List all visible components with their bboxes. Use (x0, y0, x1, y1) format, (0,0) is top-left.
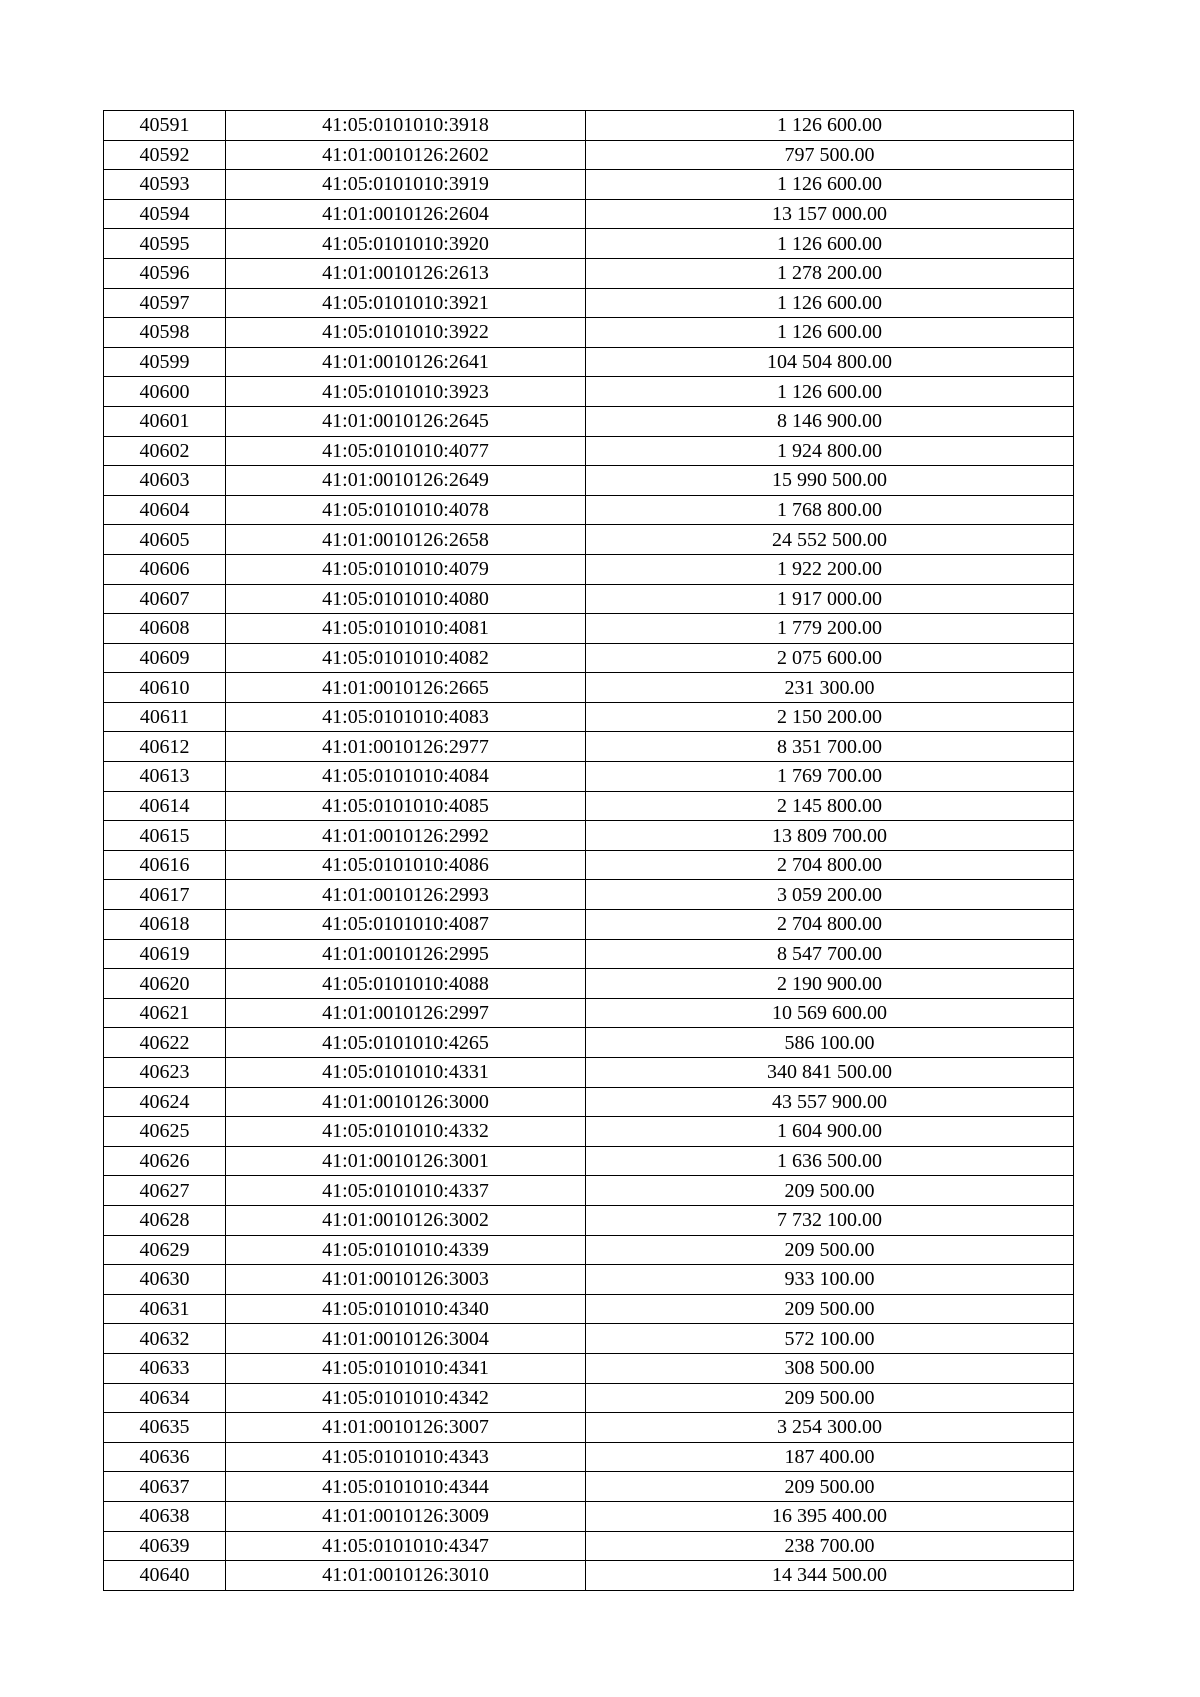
row-number-cell: 40618 (104, 910, 226, 940)
row-number-cell: 40617 (104, 880, 226, 910)
row-number-cell: 40601 (104, 406, 226, 436)
row-number-cell: 40633 (104, 1353, 226, 1383)
value-cell: 104 504 800.00 (586, 347, 1074, 377)
row-number-cell: 40631 (104, 1294, 226, 1324)
table-row (104, 910, 1074, 940)
row-number-cell: 40624 (104, 1087, 226, 1117)
value-cell: 13 157 000.00 (586, 199, 1074, 229)
table-row (104, 584, 1074, 614)
value-cell: 1 126 600.00 (586, 377, 1074, 407)
row-number-cell: 40597 (104, 288, 226, 318)
value-cell: 24 552 500.00 (586, 525, 1074, 555)
table-row (104, 495, 1074, 525)
cadastral-number-cell: 41:05:0101010:4087 (226, 910, 586, 940)
table-row (104, 998, 1074, 1028)
row-number-cell: 40603 (104, 466, 226, 496)
table-row (104, 111, 1074, 141)
table-row (104, 554, 1074, 584)
value-cell: 231 300.00 (586, 673, 1074, 703)
cadastral-number-cell: 41:05:0101010:4343 (226, 1442, 586, 1472)
row-number-cell: 40614 (104, 791, 226, 821)
row-number-cell: 40615 (104, 821, 226, 851)
value-cell: 797 500.00 (586, 140, 1074, 170)
cadastral-number-cell: 41:01:0010126:3000 (226, 1087, 586, 1117)
row-number-cell: 40592 (104, 140, 226, 170)
row-number-cell: 40612 (104, 732, 226, 762)
table-row (104, 377, 1074, 407)
table-row (104, 791, 1074, 821)
value-cell: 308 500.00 (586, 1353, 1074, 1383)
cadastral-number-cell: 41:01:0010126:3002 (226, 1205, 586, 1235)
cadastral-number-cell: 41:05:0101010:4079 (226, 554, 586, 584)
cadastral-number-cell: 41:05:0101010:3920 (226, 229, 586, 259)
cadastral-number-cell: 41:01:0010126:3007 (226, 1413, 586, 1443)
row-number-cell: 40637 (104, 1472, 226, 1502)
table-row (104, 140, 1074, 170)
row-number-cell: 40629 (104, 1235, 226, 1265)
table-row (104, 436, 1074, 466)
table-row (104, 1472, 1074, 1502)
row-number-cell: 40593 (104, 170, 226, 200)
value-cell: 209 500.00 (586, 1235, 1074, 1265)
table-row (104, 850, 1074, 880)
table-row (104, 702, 1074, 732)
value-cell: 8 351 700.00 (586, 732, 1074, 762)
table-row (104, 614, 1074, 644)
table-row (104, 762, 1074, 792)
cadastral-number-cell: 41:05:0101010:4337 (226, 1176, 586, 1206)
value-cell: 2 704 800.00 (586, 850, 1074, 880)
table-row (104, 1146, 1074, 1176)
row-number-cell: 40626 (104, 1146, 226, 1176)
row-number-cell: 40616 (104, 850, 226, 880)
value-cell: 10 569 600.00 (586, 998, 1074, 1028)
value-cell: 2 190 900.00 (586, 969, 1074, 999)
table-row (104, 199, 1074, 229)
cadastral-number-cell: 41:05:0101010:4342 (226, 1383, 586, 1413)
table-row (104, 673, 1074, 703)
table-row (104, 1028, 1074, 1058)
cadastral-number-cell: 41:01:0010126:2645 (226, 406, 586, 436)
row-number-cell: 40627 (104, 1176, 226, 1206)
row-number-cell: 40599 (104, 347, 226, 377)
value-cell: 209 500.00 (586, 1294, 1074, 1324)
cadastral-number-cell: 41:01:0010126:3003 (226, 1265, 586, 1295)
row-number-cell: 40630 (104, 1265, 226, 1295)
cadastral-number-cell: 41:01:0010126:2613 (226, 258, 586, 288)
table-row (104, 1383, 1074, 1413)
cadastral-number-cell: 41:01:0010126:2992 (226, 821, 586, 851)
table-row (104, 1561, 1074, 1591)
cadastral-number-cell: 41:05:0101010:4085 (226, 791, 586, 821)
table-row (104, 525, 1074, 555)
value-cell: 340 841 500.00 (586, 1058, 1074, 1088)
row-number-cell: 40610 (104, 673, 226, 703)
cadastral-number-cell: 41:01:0010126:3009 (226, 1501, 586, 1531)
table-row (104, 1087, 1074, 1117)
value-cell: 14 344 500.00 (586, 1561, 1074, 1591)
table-row (104, 406, 1074, 436)
table-row (104, 1501, 1074, 1531)
row-number-cell: 40605 (104, 525, 226, 555)
table-row (104, 1324, 1074, 1354)
cadastral-number-cell: 41:05:0101010:4088 (226, 969, 586, 999)
table-row (104, 258, 1074, 288)
value-cell: 2 704 800.00 (586, 910, 1074, 940)
cadastral-number-cell: 41:05:0101010:3918 (226, 111, 586, 141)
cadastral-number-cell: 41:01:0010126:2649 (226, 466, 586, 496)
cadastral-number-cell: 41:01:0010126:2641 (226, 347, 586, 377)
table-row (104, 1235, 1074, 1265)
value-cell: 187 400.00 (586, 1442, 1074, 1472)
value-cell: 1 126 600.00 (586, 229, 1074, 259)
row-number-cell: 40591 (104, 111, 226, 141)
row-number-cell: 40596 (104, 258, 226, 288)
table-row (104, 1058, 1074, 1088)
cadastral-number-cell: 41:05:0101010:4080 (226, 584, 586, 614)
row-number-cell: 40609 (104, 643, 226, 673)
row-number-cell: 40634 (104, 1383, 226, 1413)
row-number-cell: 40622 (104, 1028, 226, 1058)
cadastral-number-cell: 41:05:0101010:4331 (226, 1058, 586, 1088)
cadastral-number-cell: 41:01:0010126:3004 (226, 1324, 586, 1354)
table-row (104, 1294, 1074, 1324)
value-cell: 209 500.00 (586, 1472, 1074, 1502)
cadastral-number-cell: 41:05:0101010:4086 (226, 850, 586, 880)
row-number-cell: 40598 (104, 318, 226, 348)
cadastral-number-cell: 41:05:0101010:3919 (226, 170, 586, 200)
row-number-cell: 40611 (104, 702, 226, 732)
value-cell: 1 126 600.00 (586, 288, 1074, 318)
table-row (104, 170, 1074, 200)
cadastral-number-cell: 41:01:0010126:2977 (226, 732, 586, 762)
value-cell: 1 779 200.00 (586, 614, 1074, 644)
row-number-cell: 40594 (104, 199, 226, 229)
row-number-cell: 40635 (104, 1413, 226, 1443)
row-number-cell: 40623 (104, 1058, 226, 1088)
row-number-cell: 40632 (104, 1324, 226, 1354)
value-cell: 572 100.00 (586, 1324, 1074, 1354)
row-number-cell: 40621 (104, 998, 226, 1028)
cadastral-number-cell: 41:05:0101010:4265 (226, 1028, 586, 1058)
row-number-cell: 40613 (104, 762, 226, 792)
table-row (104, 1176, 1074, 1206)
cadastral-number-cell: 41:01:0010126:2604 (226, 199, 586, 229)
cadastral-number-cell: 41:05:0101010:4340 (226, 1294, 586, 1324)
value-cell: 3 254 300.00 (586, 1413, 1074, 1443)
row-number-cell: 40606 (104, 554, 226, 584)
row-number-cell: 40608 (104, 614, 226, 644)
table-body (104, 111, 1074, 1591)
value-cell: 2 145 800.00 (586, 791, 1074, 821)
value-cell: 1 126 600.00 (586, 170, 1074, 200)
value-cell: 2 075 600.00 (586, 643, 1074, 673)
value-cell: 1 604 900.00 (586, 1117, 1074, 1147)
row-number-cell: 40600 (104, 377, 226, 407)
cadastral-number-cell: 41:01:0010126:2665 (226, 673, 586, 703)
value-cell: 43 557 900.00 (586, 1087, 1074, 1117)
value-cell: 1 769 700.00 (586, 762, 1074, 792)
table-row (104, 821, 1074, 851)
cadastral-number-cell: 41:05:0101010:4339 (226, 1235, 586, 1265)
row-number-cell: 40628 (104, 1205, 226, 1235)
row-number-cell: 40604 (104, 495, 226, 525)
table-row (104, 1442, 1074, 1472)
row-number-cell: 40636 (104, 1442, 226, 1472)
value-cell: 238 700.00 (586, 1531, 1074, 1561)
row-number-cell: 40639 (104, 1531, 226, 1561)
cadastral-number-cell: 41:05:0101010:4332 (226, 1117, 586, 1147)
cadastral-number-cell: 41:01:0010126:2602 (226, 140, 586, 170)
value-cell: 1 126 600.00 (586, 111, 1074, 141)
value-cell: 1 126 600.00 (586, 318, 1074, 348)
table-row (104, 466, 1074, 496)
value-cell: 3 059 200.00 (586, 880, 1074, 910)
value-cell: 209 500.00 (586, 1383, 1074, 1413)
value-cell: 15 990 500.00 (586, 466, 1074, 496)
value-cell: 1 278 200.00 (586, 258, 1074, 288)
row-number-cell: 40640 (104, 1561, 226, 1591)
cadastral-number-cell: 41:05:0101010:3923 (226, 377, 586, 407)
table-row (104, 732, 1074, 762)
table-row (104, 880, 1074, 910)
table-row (104, 229, 1074, 259)
cadastral-number-cell: 41:01:0010126:2993 (226, 880, 586, 910)
value-cell: 209 500.00 (586, 1176, 1074, 1206)
table-row (104, 1353, 1074, 1383)
cadastral-number-cell: 41:05:0101010:3922 (226, 318, 586, 348)
value-cell: 8 547 700.00 (586, 939, 1074, 969)
cadastral-number-cell: 41:05:0101010:4347 (226, 1531, 586, 1561)
row-number-cell: 40638 (104, 1501, 226, 1531)
cadastral-number-cell: 41:01:0010126:3010 (226, 1561, 586, 1591)
value-cell: 2 150 200.00 (586, 702, 1074, 732)
table-row (104, 288, 1074, 318)
value-cell: 13 809 700.00 (586, 821, 1074, 851)
cadastral-number-cell: 41:01:0010126:2658 (226, 525, 586, 555)
row-number-cell: 40607 (104, 584, 226, 614)
cadastral-number-cell: 41:05:0101010:3921 (226, 288, 586, 318)
row-number-cell: 40625 (104, 1117, 226, 1147)
value-cell: 1 917 000.00 (586, 584, 1074, 614)
cadastral-number-cell: 41:05:0101010:4083 (226, 702, 586, 732)
table-row (104, 643, 1074, 673)
value-cell: 933 100.00 (586, 1265, 1074, 1295)
cadastral-number-cell: 41:05:0101010:4078 (226, 495, 586, 525)
row-number-cell: 40602 (104, 436, 226, 466)
table-row (104, 1117, 1074, 1147)
cadastral-number-cell: 41:05:0101010:4077 (226, 436, 586, 466)
cadastral-number-cell: 41:05:0101010:4082 (226, 643, 586, 673)
cadastral-number-cell: 41:05:0101010:4081 (226, 614, 586, 644)
cadastral-value-table (103, 110, 1074, 1591)
cadastral-number-cell: 41:01:0010126:3001 (226, 1146, 586, 1176)
value-cell: 8 146 900.00 (586, 406, 1074, 436)
row-number-cell: 40620 (104, 969, 226, 999)
value-cell: 16 395 400.00 (586, 1501, 1074, 1531)
table-row (104, 1413, 1074, 1443)
value-cell: 586 100.00 (586, 1028, 1074, 1058)
table-row (104, 1205, 1074, 1235)
table-row (104, 1531, 1074, 1561)
value-cell: 1 924 800.00 (586, 436, 1074, 466)
value-cell: 1 636 500.00 (586, 1146, 1074, 1176)
cadastral-number-cell: 41:01:0010126:2995 (226, 939, 586, 969)
value-cell: 1 922 200.00 (586, 554, 1074, 584)
row-number-cell: 40619 (104, 939, 226, 969)
table-row (104, 347, 1074, 377)
cadastral-number-cell: 41:05:0101010:4344 (226, 1472, 586, 1502)
value-cell: 1 768 800.00 (586, 495, 1074, 525)
cadastral-number-cell: 41:01:0010126:2997 (226, 998, 586, 1028)
value-cell: 7 732 100.00 (586, 1205, 1074, 1235)
row-number-cell: 40595 (104, 229, 226, 259)
cadastral-number-cell: 41:05:0101010:4341 (226, 1353, 586, 1383)
table-row (104, 969, 1074, 999)
table-row (104, 939, 1074, 969)
table-row (104, 1265, 1074, 1295)
cadastral-number-cell: 41:05:0101010:4084 (226, 762, 586, 792)
table-row (104, 318, 1074, 348)
